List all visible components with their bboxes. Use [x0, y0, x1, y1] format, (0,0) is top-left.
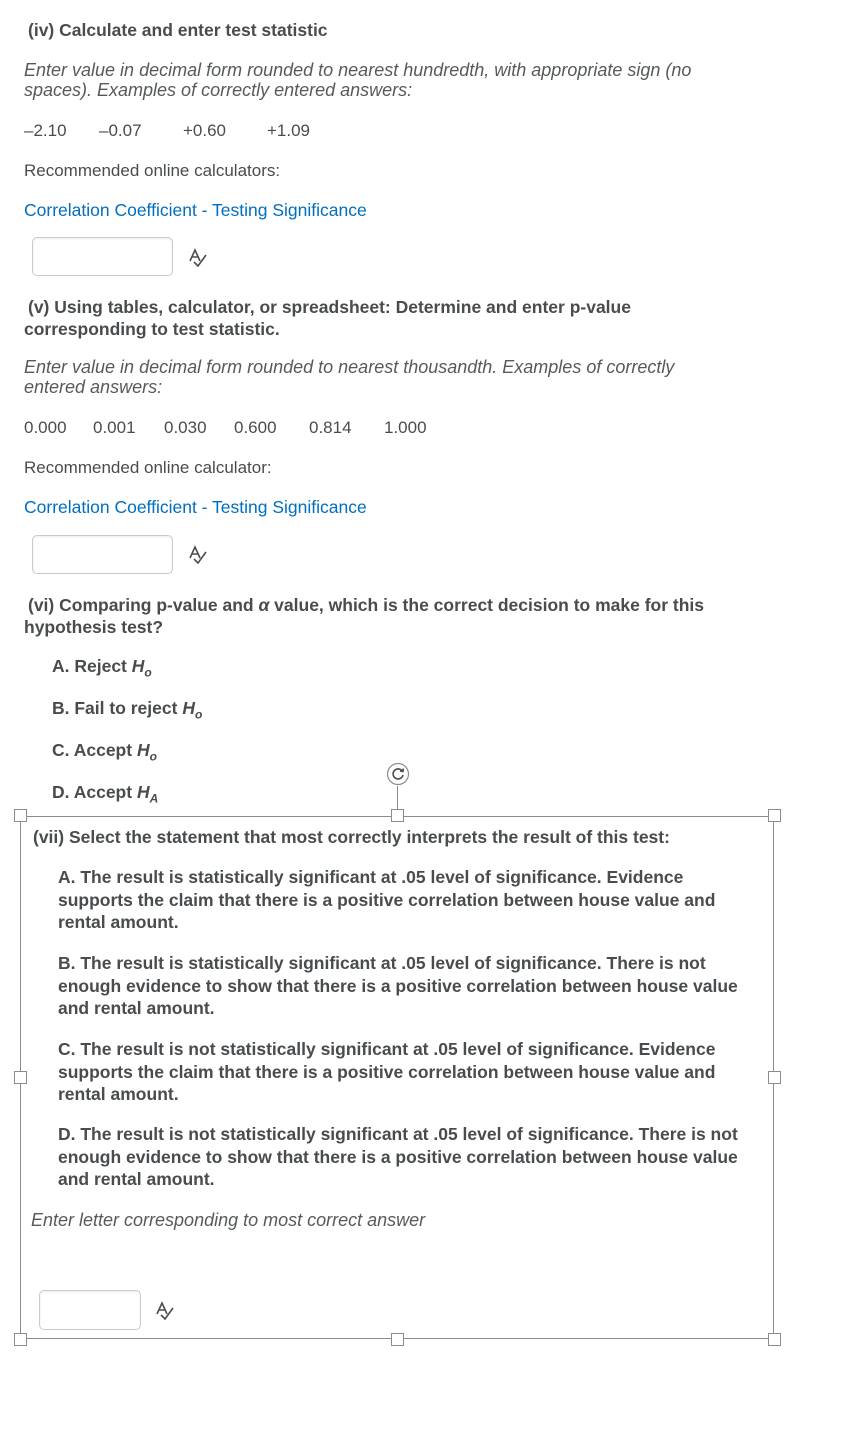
q4-calculator-link[interactable]: Correlation Coefficient - Testing Significance	[24, 200, 367, 220]
q4-answer-input[interactable]	[32, 237, 173, 276]
resize-handle-bottom-left[interactable]	[14, 1333, 27, 1346]
spellcheck-icon[interactable]	[154, 1300, 174, 1320]
q7-statement-a: A. The result is statistically significant at .05 level of significance. Evidence supports the claim that there is a positive correlation between house value and rental amount.	[58, 867, 716, 932]
q5-example: 1.000	[384, 418, 427, 437]
q5-heading: (v) Using tables, calculator, or spreadsheet: Determine and enter p-value corresponding to test statistic.	[24, 297, 631, 339]
rotate-handle-line	[397, 786, 398, 810]
q6-choice-c	[52, 739, 157, 768]
q7-answer-input[interactable]	[39, 1290, 141, 1330]
q5-calc-label: Recommended online calculator:	[24, 458, 272, 477]
q5-calculator-link[interactable]: Correlation Coefficient - Testing Significance	[24, 497, 367, 517]
hypothesis-symbol: H	[136, 740, 150, 760]
q4-example: +0.60	[183, 121, 227, 140]
resize-handle-bottom[interactable]	[391, 1333, 404, 1346]
q5-example: 0.814	[309, 418, 352, 437]
resize-handle-top-left[interactable]	[14, 809, 27, 822]
resize-handle-right[interactable]	[768, 1071, 781, 1084]
q4-example: +1.09	[267, 121, 311, 140]
hypothesis-symbol: H	[131, 656, 145, 676]
resize-handle-top-right[interactable]	[768, 809, 781, 822]
choice-label: D. Accept	[52, 782, 137, 802]
rotate-handle-icon[interactable]	[386, 762, 410, 786]
q6-heading	[24, 594, 714, 638]
q5-example: 0.000	[24, 418, 67, 437]
q7-instruction: Enter letter corresponding to most correct answer	[31, 1210, 426, 1230]
hypothesis-subscript: o	[144, 665, 152, 680]
q7-statement-b: B. The result is statistically significant at .05 level of significance. There is not enough evidence to show that there is a positive correlation between house value and rental amount.	[58, 953, 738, 1018]
choice-label: A. Reject	[52, 656, 132, 676]
choice-label: B. Fail to reject	[52, 698, 183, 718]
choice-label: C. Accept	[52, 740, 137, 760]
q6-choice-b	[52, 697, 202, 726]
spellcheck-icon[interactable]	[187, 544, 207, 564]
q4-example: –0.07	[99, 121, 142, 140]
q6-heading-post: value, which is the correct decision to make for this hypothesis test?	[24, 595, 705, 637]
q4-instruction: Enter value in decimal form rounded to nearest hundredth, with appropriate sign (no spaces). Examples of correctly entered answers:	[24, 60, 692, 100]
hypothesis-subscript: A	[149, 791, 159, 806]
resize-handle-left[interactable]	[14, 1071, 27, 1084]
q7-heading: (vii) Select the statement that most correctly interprets the result of this test:	[33, 827, 670, 847]
resize-handle-top[interactable]	[391, 809, 404, 822]
q5-example: 0.600	[234, 418, 277, 437]
q5-answer-input[interactable]	[32, 535, 173, 574]
hypothesis-subscript: o	[194, 707, 203, 722]
q5-example: 0.001	[93, 418, 136, 437]
q7-statement-c: C. The result is not statistically significant at .05 level of significance. Evidence supports the claim that there is a positive correlation between house value and rental amount.	[58, 1039, 716, 1104]
alpha-symbol: α	[258, 595, 270, 615]
q4-calc-label: Recommended online calculators:	[24, 161, 281, 180]
hypothesis-subscript: o	[149, 749, 157, 764]
q4-heading: (iv) Calculate and enter test statistic	[28, 20, 328, 40]
q7-statement-d: D. The result is not statistically significant at .05 level of significance. There is not enough evidence to show that there is a positive correlation between house value and rental amount.	[58, 1124, 738, 1189]
q6-choice-a	[52, 655, 152, 684]
q5-example: 0.030	[164, 418, 207, 437]
resize-handle-bottom-right[interactable]	[768, 1333, 781, 1346]
q5-instruction: Enter value in decimal form rounded to nearest thousandth. Examples of correctly entered answers:	[24, 357, 675, 397]
hypothesis-symbol: H	[182, 698, 195, 718]
q4-example: –2.10	[24, 121, 67, 140]
spellcheck-icon[interactable]	[187, 247, 207, 267]
q6-heading-pre: (vi) Comparing p-value and	[28, 595, 259, 615]
q6-choice-d	[52, 781, 158, 810]
hypothesis-symbol: H	[136, 782, 150, 802]
